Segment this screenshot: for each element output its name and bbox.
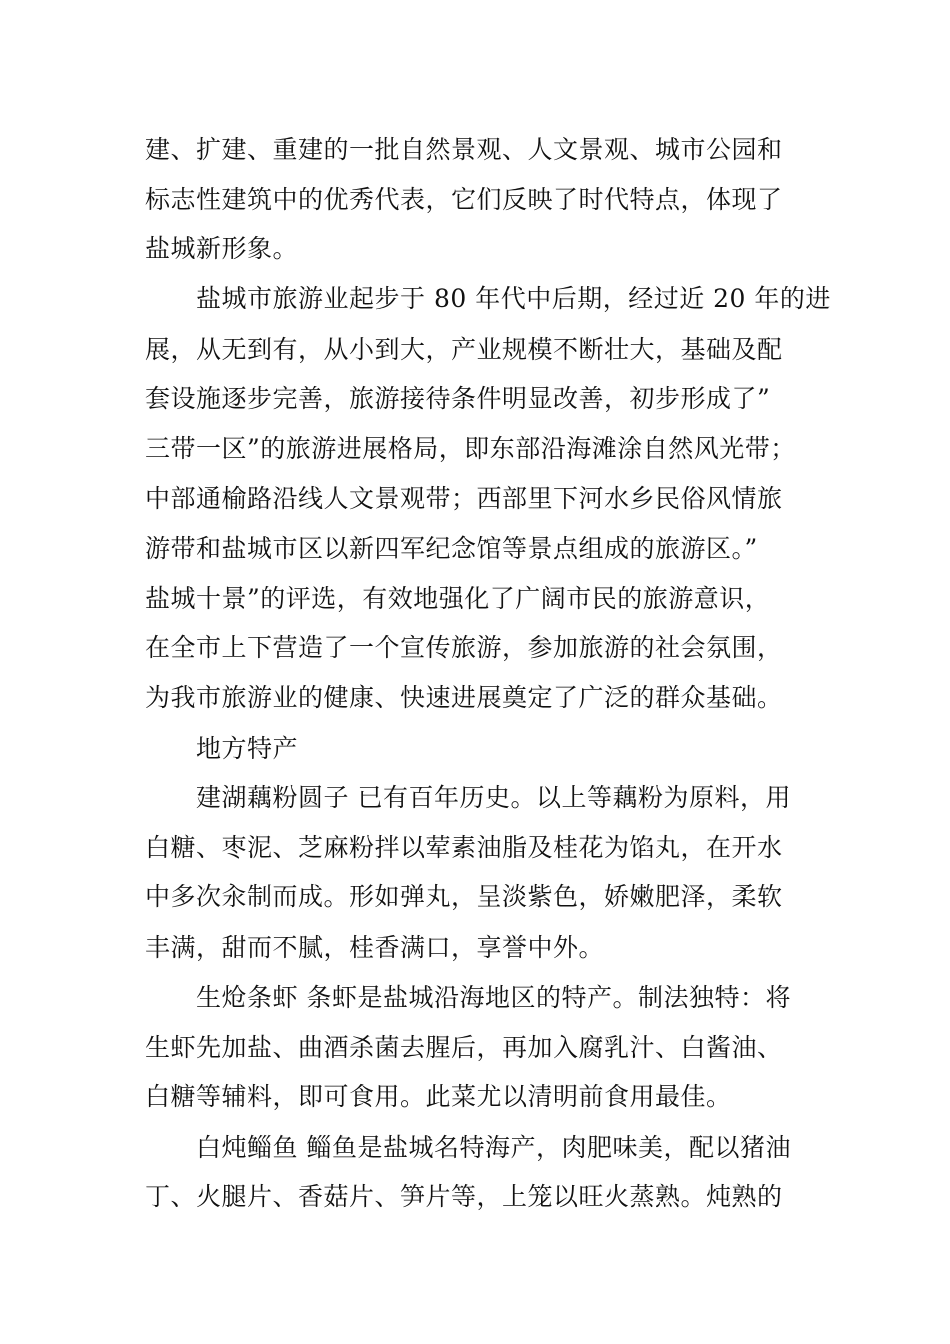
text-line: 游带和盐城市区以新四军纪念馆等景点组成的旅游区。” [145,534,758,563]
text-line: 丁、火腿片、香菇片、笋片等，上笼以旺火蒸熟。炖熟的 [145,1182,783,1211]
text-line: 标志性建筑中的优秀代表，它们反映了时代特点，体现了 [145,185,783,214]
paragraph-start-line: 生炝条虾 条虾是盐城沿海地区的特产。制法独特：将 [196,983,791,1012]
text-line: 生虾先加盐、曲酒杀菌去腥后，再加入腐乳汁、白酱油、 [145,1033,783,1062]
text-line: 在全市上下营造了一个宣传旅游，参加旅游的社会氛围， [145,633,783,662]
text-line: 展，从无到有，从小到大，产业规模不断壮大，基础及配 [145,335,783,364]
text-line: 丰满，甜而不腻，桂香满口，享誉中外。 [145,933,605,962]
text-line: 中多次汆制而成。形如弹丸，呈淡紫色，娇嫩肥泽，柔软 [145,882,783,911]
section-heading: 地方特产 [196,734,299,763]
text-line: 白糖、枣泥、芝麻粉拌以荤素油脂及桂花为馅丸，在开水 [145,833,783,862]
text-line: 盐城十景”的评选，有效地强化了广阔市民的旅游意识， [145,584,771,613]
paragraph-start-line: 白炖鲻鱼 鲻鱼是盐城名特海产，肉肥味美，配以猪油 [196,1133,791,1162]
text-line: 中部通榆路沿线人文景观带；西部里下河水乡民俗风情旅 [145,484,783,513]
paragraph-start-line: 建湖藕粉圆子 已有百年历史。以上等藕粉为原料，用 [196,783,791,812]
paragraph-start-line: 盐城市旅游业起步于 80 年代中后期，经过近 20 年的进 [196,284,831,313]
text-line: 三带一区”的旅游进展格局，即东部沿海滩涂自然风光带； [145,434,796,463]
text-line: 套设施逐步完善，旅游接待条件明显改善，初步形成了” [145,384,771,413]
text-line: 建、扩建、重建的一批自然景观、人文景观、城市公园和 [145,135,783,164]
text-line: 盐城新形象。 [145,234,299,263]
text-line: 白糖等辅料，即可食用。此菜尤以清明前食用最佳。 [145,1082,732,1111]
text-line: 为我市旅游业的健康、快速进展奠定了广泛的群众基础。 [145,683,783,712]
